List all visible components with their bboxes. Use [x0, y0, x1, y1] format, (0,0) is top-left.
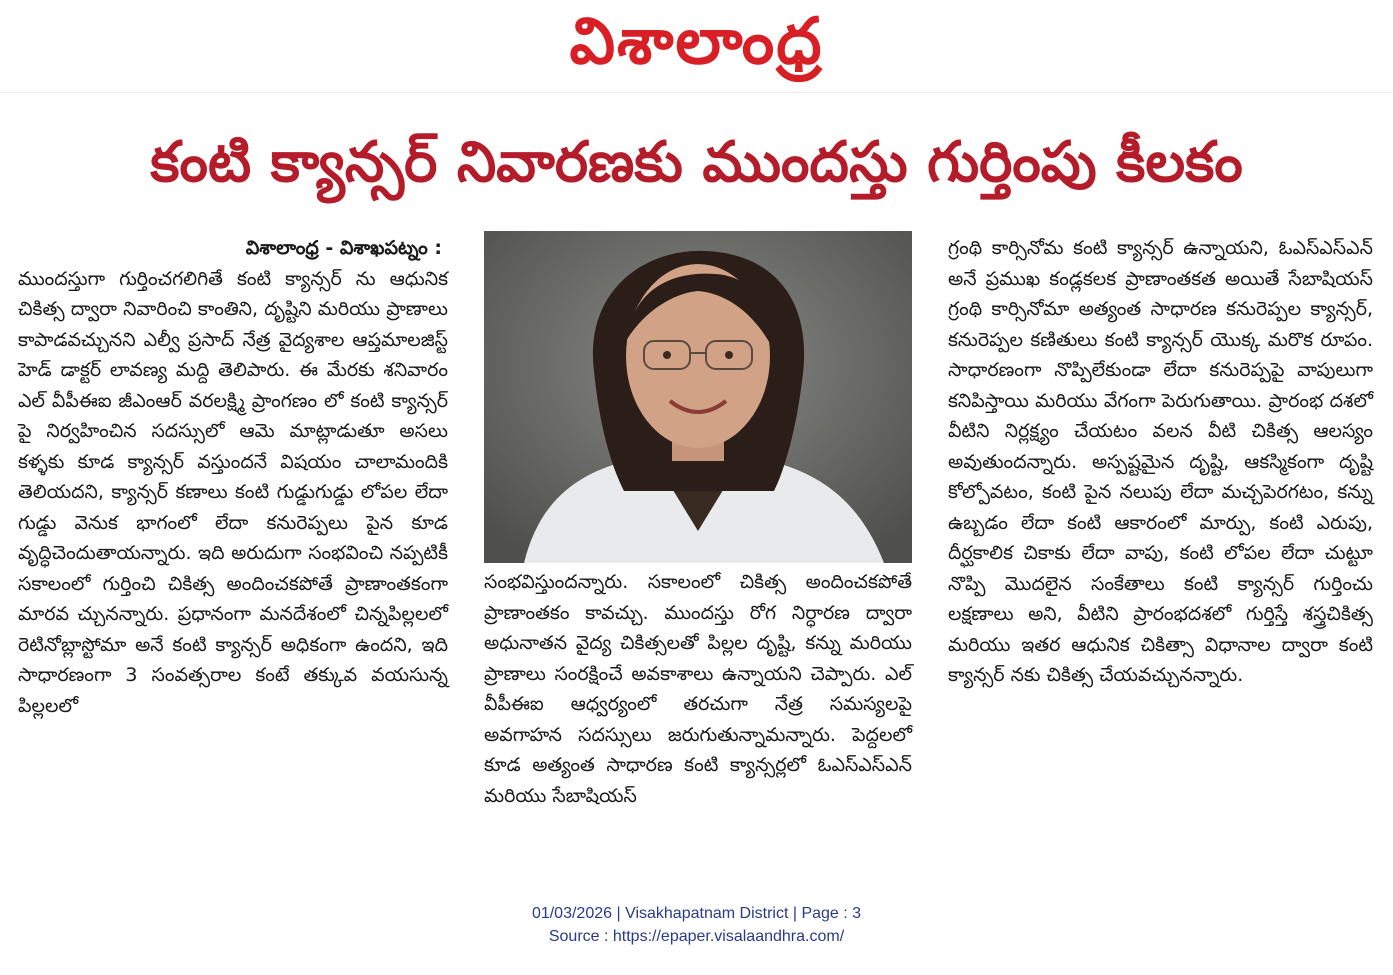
footer-date-edition: 01/03/2026 | Visakhapatnam District | Page : 3 [531, 905, 862, 922]
article-column-2 [484, 567, 912, 811]
article-column-3 [948, 233, 1373, 691]
article-body-col2: సంభవిస్తుందన్నారు. సకాలంలో చికిత్స అందించకపోతే ప్రాణాంతకం కావచ్చు. ముందస్తు రోగ నిర్ధారణ ద్వారా అధునాతన వైద్య చికిత్సలతో పిల్లల దృష్టి, కన్ను మరియు ప్రాణాలు సంరక్షించే అవకాశాలు ఉన్నాయని చెప్పారు. ఎల్ వీపీఈఐ ఆధ్వర్యంలో తరచుగా నేత్ర సమస్యలపై అవగాహన సదస్సులు జరుగుతున్నామన్నారు. పెద్దలలో కూడ అత్యంత సాధారణ కంటి క్యాన్సర్లలో ఓఎస్ఎస్ఎన్ మరియు సేబాషియస్ [484, 571, 912, 807]
portrait-photo [484, 231, 912, 563]
article-dateline: విశాలాంధ్ర - విశాఖపట్నం : [245, 237, 442, 259]
page-footer [0, 902, 1393, 948]
article-headline: కంటి క్యాన్సర్ నివారణకు ముందస్తు గుర్తింపు కీలకం [150, 130, 1243, 195]
article-body-col3: గ్రంథి కార్సినోమ కంటి క్యాన్సర్ ఉన్నాయని, ఓఎస్ఎస్ఎన్ అనే ప్రముఖ కండ్లకలక ప్రాణాంతకత అయితే సేబాషియస్ గ్రంథి కార్సినోమా అత్యంత సాధారణ కనురెప్పల క్యాన్సర్, కనురెప్పల కణితులు కంటి క్యాన్సర్ యొక్క మరొక రూపం. సాధారణంగా నొప్పిలేకుండా లేదా కనురెప్పపై వాపులుగా కనిపిస్తాయి మరియు వేగంగా పెరుగుతాయి. ప్రారంభ దశలో వీటిని నిర్లక్ష్యం చేయటం వలన వీటి చికిత్స ఆలస్యం అవుతుందన్నారు. అస్పష్టమైన దృష్టి, ఆకస్మికంగా దృష్టి కోల్పోవటం, కంటి పైన నలుపు లేదా మచ్చపెరగటం, కన్ను ఉబ్బడం లేదా కంటి ఆకారంలో మార్పు, కంటి ఎరుపు, దీర్ఘకాలిక చికాకు లేదా వాపు, కంటి లోపల లేదా చుట్టూ నొప్పి మొదలైన సంకేతాలు కంటి క్యాన్సర్ గుర్తించు లక్షణాలు అని, వీటిని ప్రారంభదశలో గుర్తిస్తే శస్త్రచికిత్స మరియు ఇతర ఆధునిక చికిత్సా విధానాల ద్వారా కంటి క్యాన్సర్ నకు చికిత్స చేయవచ్చునన్నారు. [948, 237, 1373, 686]
newspaper-logo: విశాలాంధ్ర [569, 4, 824, 79]
footer-source-link[interactable]: Source : https://epaper.visalaandhra.com/ [548, 928, 845, 945]
article-body-col1: ముందస్తుగా గుర్తించగలిగితే కంటి క్యాన్సర్ ను ఆధునిక చికిత్స ద్వారా నివారించి కాంతిని, దృష్టిని మరియు ప్రాణాలు కాపాడవచ్చునని ఎల్వీ ప్రసాద్ నేత్ర వైద్యశాల ఆప్తమాలజిస్ట్ హెడ్ డాక్టర్ లావణ్య మద్ది తెలిపారు. ఈ మేరకు శనివారం ఎల్ వీపీఈఐ జీఎంఆర్ వరలక్ష్మి ప్రాంగణం లో కంటి క్యాన్సర్ పై నిర్వహించిన సదస్సులో ఆమె మాట్లాడుతూ అసలు కళ్ళకు కూడ క్యాన్సర్ వస్తుందనే విషయం చాలామందికి తెలియదని, క్యాన్సర్ కణాలు కంటి గుడ్డుగుడ్డు లోపల లేదా గుడ్డు వెనుక భాగంలో లేదా కనురెప్పలు పైన కూడ వృద్ధిచెందుతాయన్నారు. ఇది అరుదుగా సంభవించి నప్పటికీ సకాలంలో గుర్తించి చికిత్స అందించకపోతే ప్రాణాంతకంగా మారవ చ్చునన్నారు. ప్రధానంగా మనదేశంలో చిన్నపిల్లలలో రెటినోబ్లాస్టోమా అనే కంటి క్యాన్సర్ అధికంగా ఉందని, ఇది సాధారణంగా 3 సంవత్సరాల కంటే తక్కువ వయసున్న పిల్లలలో [18, 267, 448, 717]
portrait-photo-icon [484, 231, 912, 563]
article-column-1 [18, 233, 448, 721]
